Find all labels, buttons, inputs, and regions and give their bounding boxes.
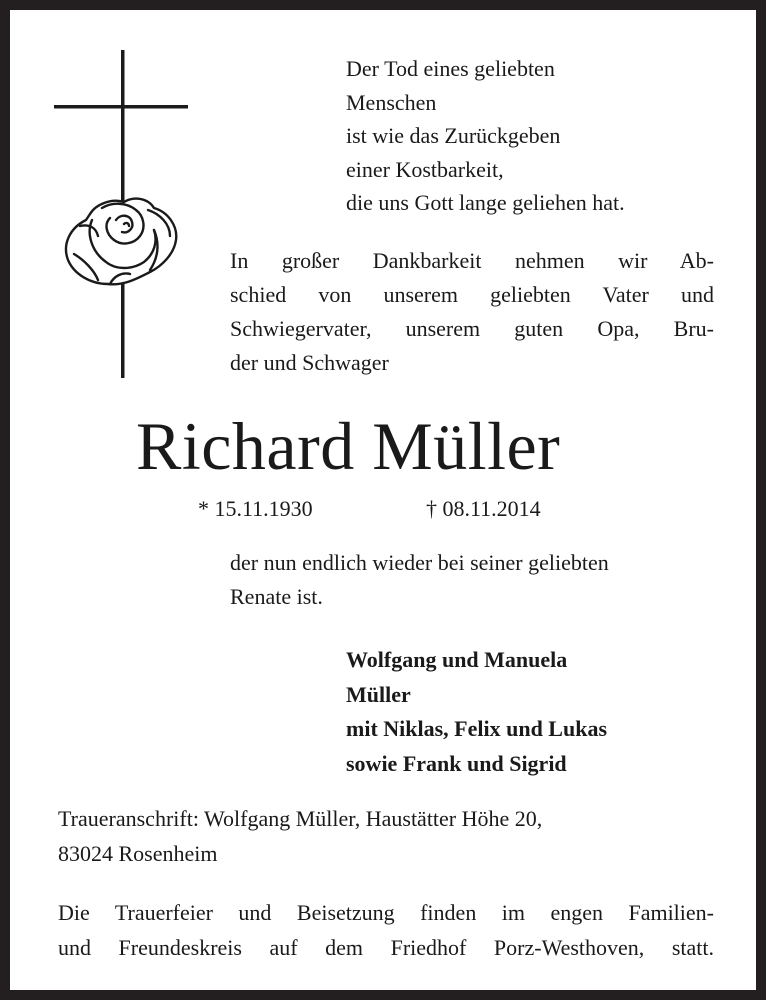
poem-line: Menschen [346,89,437,115]
intro-line: Schwiegervater, unserem guten Opa, Bru- [230,316,714,341]
reunion-line: Renate ist. [230,584,323,609]
mourners-line: Müller [346,681,411,707]
poem-line: einer Kostbarkeit, [346,156,504,182]
funeral-notice [58,895,714,965]
address-line: 83024 Rosenheim [58,841,218,866]
reunion-text [230,546,609,614]
intro-paragraph [230,244,714,380]
mourners-line: mit Niklas, Felix und Lukas [346,716,608,741]
poem-line: die uns Gott lange geliehen hat. [346,190,625,215]
notice-line: und Freundeskreis auf dem Friedhof Porz-Westhoven, statt. [58,935,714,960]
death-date: † 08.11.2014 [426,496,541,521]
condolence-address [58,801,542,871]
reunion-line: der nun endlich wieder bei seiner geliebten [230,550,609,575]
poem-line: ist wie das Zurückgeben [346,123,561,148]
mourners-list [346,643,607,781]
mourners-line: sowie Frank und Sigrid [346,750,567,776]
intro-line: der und Schwager [230,350,389,375]
cross-with-rose-icon [50,48,190,380]
poem-line: Der Tod eines geliebten [346,56,555,81]
address-line: Traueranschrift: Wolfgang Müller, Haustätter Höhe 20, [58,806,543,831]
deceased-name: Richard Müller [136,408,561,484]
poem-quote [346,52,625,220]
intro-line: schied von unserem geliebten Vater und [230,282,714,307]
birth-date: * 15.11.1930 [198,496,313,521]
rose-icon [66,199,176,285]
mourners-line: Wolfgang und Manuela [346,647,568,672]
notice-line: Die Trauerfeier und Beisetzung finden im engen Familien- [58,900,714,925]
intro-line: In großer Dankbarkeit nehmen wir Ab- [230,248,714,273]
